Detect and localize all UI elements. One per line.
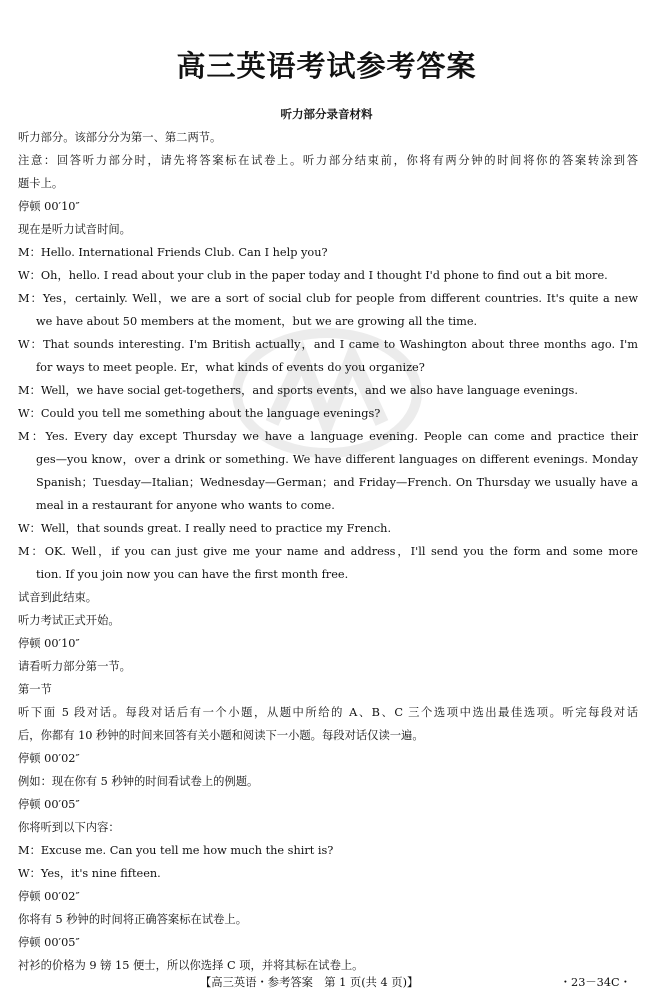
transcript-line: 你将听到以下内容： xyxy=(18,821,120,834)
transcript-line: W：That sounds interesting. I'm British actually，and I came to Washington about three months ago. I'm xyxy=(18,338,638,351)
transcript-line: W：Could you tell me something about the language evenings? xyxy=(18,407,381,420)
transcript-line: 听下面 5 段对话。每段对话后有一个小题，从题中所给的 A、B、C 三个选项中选出最佳选项。听完每段对话 xyxy=(18,706,638,719)
transcript-line: 停顿 00′02″ xyxy=(18,752,80,765)
page-footer xyxy=(0,974,653,994)
transcript-body xyxy=(18,126,638,977)
transcript-line: 第一节 xyxy=(18,683,52,696)
transcript-line: 例如：现在你有 5 秒钟的时间看试卷上的例题。 xyxy=(18,775,259,788)
transcript-line: 停顿 00′10″ xyxy=(18,637,80,650)
transcript-line: 后，你都有 10 秒钟的时间来回答有关小题和阅读下一小题。每段对话仅读一遍。 xyxy=(18,729,424,742)
transcript-line: M：OK. Well，if you can just give me your name and address，I'll send you the form and some more xyxy=(18,545,638,558)
transcript-line: 停顿 00′10″ xyxy=(18,200,80,213)
transcript-line: 衬衫的价格为 9 镑 15 便士，所以你选择 C 项，并将其标在试卷上。 xyxy=(18,959,364,972)
transcript-line: 停顿 00′02″ xyxy=(18,890,80,903)
transcript-line: 停顿 00′05″ xyxy=(18,798,80,811)
transcript-line: 试音到此结束。 xyxy=(18,591,98,604)
transcript-line: 现在是听力试音时间。 xyxy=(18,223,131,236)
transcript-line: meal in a restaurant for anyone who wants to come. xyxy=(36,499,335,512)
transcript-line: tion. If you join now you can have the first month free. xyxy=(36,568,349,581)
transcript-line: M：Well，we have social get-togethers，and sports events，and we also have language evenings. xyxy=(18,384,578,397)
transcript-line: M：Excuse me. Can you tell me how much the shirt is? xyxy=(18,844,334,857)
transcript-line: for ways to meet people. Er，what kinds of events do you organize? xyxy=(36,361,425,374)
transcript-line: 听力部分。该部分分为第一、第二两节。 xyxy=(18,131,222,144)
transcript-line: M：Yes. Every day except Thursday we have a language evening. People can come and practice their xyxy=(18,430,638,443)
transcript-line: 题卡上。 xyxy=(18,177,64,190)
transcript-line: 请看听力部分第一节。 xyxy=(18,660,131,673)
transcript-line: 注意：回答听力部分时，请先将答案标在试卷上。听力部分结束前，你将有两分钟的时间将你的答案转涂到答 xyxy=(18,154,638,167)
transcript-line: M：Yes，certainly. Well，we are a sort of social club for people from different countries. It's quite a new xyxy=(18,292,638,305)
transcript-line: Spanish；Tuesday—Italian；Wednesday—German；and Friday—French. On Thursday we usually have a xyxy=(36,476,638,489)
transcript-line: we have about 50 members at the moment，but we are growing all the time. xyxy=(36,315,478,328)
footer-exam-code: ・23－34C・ xyxy=(559,976,631,989)
transcript-line: W：Oh，hello. I read about your club in the paper today and I thought I'd phone to find out a bit more. xyxy=(18,269,608,282)
footer-page-info: 【高三英语・参考答案 第 1 页(共 4 页)】 xyxy=(200,976,419,989)
transcript-line: W：Well，that sounds great. I really need to practice my French. xyxy=(18,522,392,535)
section-subtitle: 听力部分录音材料 xyxy=(280,107,373,121)
transcript-line: M：Hello. International Friends Club. Can I help you? xyxy=(18,246,328,259)
page-title: 高三英语考试参考答案 xyxy=(176,49,477,83)
transcript-line: ges—you know，over a drink or something. We have different languages on different evenings. Monday xyxy=(36,453,638,466)
transcript-line: W：Yes，it's nine fifteen. xyxy=(18,867,161,880)
transcript-line: 你将有 5 秒钟的时间将正确答案标在试卷上。 xyxy=(18,913,248,926)
transcript-line: 听力考试正式开始。 xyxy=(18,614,120,627)
transcript-line: 停顿 00′05″ xyxy=(18,936,80,949)
